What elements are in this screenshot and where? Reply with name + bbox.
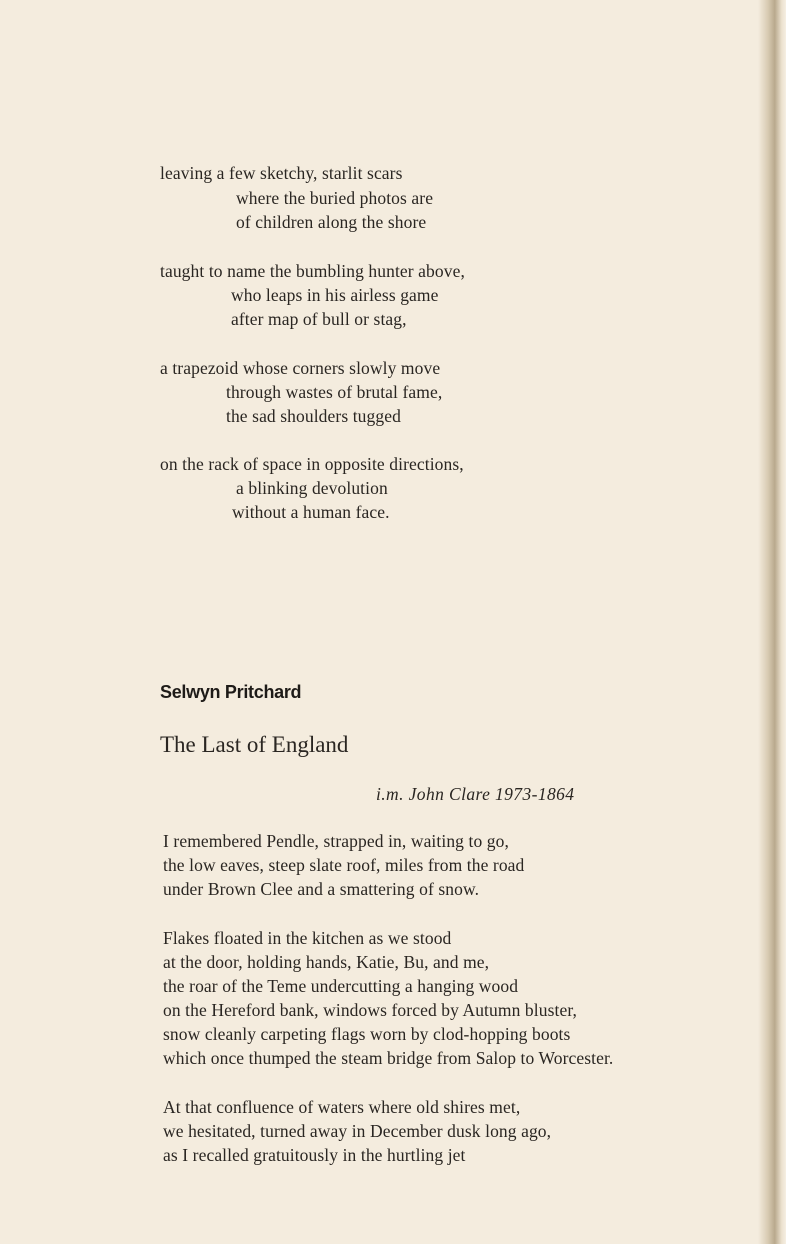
poem-line: snow cleanly carpeting flags worn by clod-hopping boots <box>163 1024 571 1044</box>
page-binding-edge <box>758 0 786 1244</box>
poem-line: the roar of the Teme undercutting a hanging wood <box>163 976 519 996</box>
poem-line: on the Hereford bank, windows forced by Autumn bluster, <box>163 1000 578 1020</box>
poem-line: which once thumped the steam bridge from Salop to Worcester. <box>163 1048 614 1068</box>
poem-title: The Last of England <box>160 732 349 757</box>
poem-line: without a human face. <box>232 502 390 522</box>
poem-line: where the buried photos are <box>236 188 434 208</box>
author-name: Selwyn Pritchard <box>160 682 302 702</box>
poem-line: under Brown Clee and a smattering of snow. <box>163 879 480 899</box>
poem-line: taught to name the bumbling hunter above, <box>160 261 465 281</box>
poem-line: of children along the shore <box>236 212 427 232</box>
poem-line: as I recalled gratuitously in the hurtling jet <box>163 1145 466 1165</box>
poem-dedication: i.m. John Clare 1973-1864 <box>376 784 575 804</box>
poem-line: a blinking devolution <box>236 478 388 498</box>
poem-line: Flakes floated in the kitchen as we stood <box>163 928 452 948</box>
poem-line: we hesitated, turned away in December dusk long ago, <box>163 1121 552 1141</box>
poem-line: who leaps in his airless game <box>231 285 439 305</box>
poem-line: the sad shoulders tugged <box>226 406 401 426</box>
poem-line: through wastes of brutal fame, <box>226 382 443 402</box>
poem-line: leaving a few sketchy, starlit scars <box>160 163 403 183</box>
poem-line: the low eaves, steep slate roof, miles from the road <box>163 855 525 875</box>
poem-line: at the door, holding hands, Katie, Bu, and me, <box>163 952 490 972</box>
poem-line: after map of bull or stag, <box>231 309 407 329</box>
poem-line: At that confluence of waters where old shires met, <box>163 1097 521 1117</box>
poem-line: a trapezoid whose corners slowly move <box>160 358 441 378</box>
poem-line: I remembered Pendle, strapped in, waiting to go, <box>163 831 509 851</box>
poem-line: on the rack of space in opposite directions, <box>160 454 464 474</box>
